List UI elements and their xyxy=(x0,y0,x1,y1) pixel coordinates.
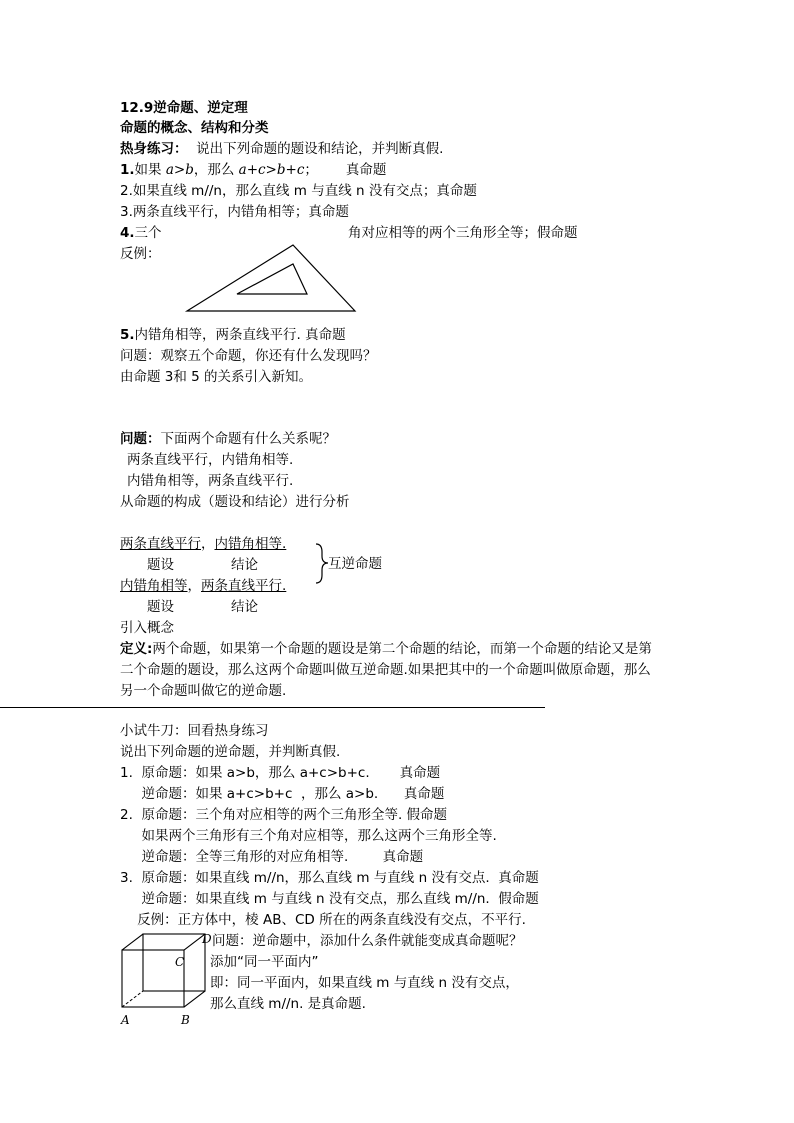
item-text: 内错角相等，两条直线平行. 真命题 xyxy=(134,327,346,343)
separator: ， xyxy=(187,578,201,594)
conclusion-part: 两条直线平行 xyxy=(201,578,282,594)
final-add-condition: 添加“同一平面内” xyxy=(210,954,319,970)
item-text: ； xyxy=(304,162,318,178)
conclusion-part: 内错角相等 xyxy=(214,536,282,552)
item-text: 如果直线 m//n，那么直线 m 与直线 n 没有交点；真命题 xyxy=(132,183,477,199)
period: . xyxy=(282,536,287,552)
math-expression: a>b xyxy=(165,162,194,178)
item-number: 2. xyxy=(120,183,133,199)
condition-part: 两条直线平行 xyxy=(120,536,201,552)
cube-vertex-b: B xyxy=(181,1013,190,1027)
condition-part: 内错角相等 xyxy=(120,578,188,594)
item-text: 如果 xyxy=(134,162,166,178)
question-label: 问题： xyxy=(120,431,161,447)
lesson-title: 12.9逆命题、逆定理 xyxy=(120,100,248,116)
practice-line-2: 逆命题：如果 a+c>b+c ，那么 a>b. 真命题 xyxy=(120,786,445,802)
period: . xyxy=(282,578,287,594)
question-text: 下面两个命题有什么关系呢？ xyxy=(160,431,336,447)
item-text: 三个 xyxy=(134,225,162,241)
practice-line-7: 逆命题：如果直线 m 与直线 n 没有交点，那么直线 m//n. 假命题 xyxy=(120,891,539,907)
section-subtitle: 命题的概念、结构和分类 xyxy=(120,120,269,136)
conclusion-label: 结论 xyxy=(231,599,258,615)
warmup-item-4-continuation: 角对应相等的两个三角形全等；假命题 xyxy=(348,225,578,241)
definition-line-2: 二个命题的题设，那么这两个命题叫做互逆命题.如果把其中的一个命题叫做原命题，那么 xyxy=(120,662,651,678)
item-verdict: 真命题 xyxy=(345,162,387,178)
practice-line-3: 2. 原命题：三个角对应相等的两个三角形全等. 假命题 xyxy=(120,807,448,823)
definition-label: 定义: xyxy=(120,641,153,657)
intro-text: 由命题 3和 5 的关系引入新知。 xyxy=(120,369,313,385)
practice-line-8: 反例：正方体中，棱 AB、CD 所在的两条直线没有交点，不平行. xyxy=(120,912,526,928)
question-observe: 问题：观察五个命题，你还有什么发现吗？ xyxy=(120,348,377,364)
item-text: 两条直线平行，内错角相等；真命题 xyxy=(132,204,349,220)
proposition-a: 两条直线平行，内错角相等. xyxy=(127,452,294,468)
analysis-text: 从命题的构成（题设和结论）进行分析 xyxy=(120,494,350,510)
practice-line-6: 3. 原命题：如果直线 m//n，那么直线 m 与直线 n 没有交点. 真命题 xyxy=(120,870,539,886)
warmup-prompt: 说出下列命题的题设和结论，并判断真假. xyxy=(196,141,444,157)
math-expression: a+c>b+c xyxy=(238,162,305,178)
mutual-converse-label: 互逆命题 xyxy=(328,556,382,572)
separator: ， xyxy=(201,536,215,552)
item-text: ，那么 xyxy=(193,162,239,178)
warmup-label: 热身练习： xyxy=(120,141,188,157)
final-line-2: 那么直线 m//n. 是真命题. xyxy=(210,996,366,1012)
cube-vertex-d: D xyxy=(202,932,212,946)
practice-line-5: 逆命题：全等三角形的对应角相等. 真命题 xyxy=(120,849,424,865)
cube-vertex-a: A xyxy=(121,1013,130,1027)
item-number: 4. xyxy=(120,225,135,241)
condition-label: 题设 xyxy=(147,599,174,615)
practice-prompt: 说出下列命题的逆命题，并判断真假. xyxy=(120,744,341,760)
practice-title: 小试牛刀：回看热身练习 xyxy=(120,723,269,739)
item-number: 1. xyxy=(120,162,135,178)
counterexample-label: 反例： xyxy=(120,246,161,262)
practice-line-4: 如果两个三角形有三个角对应相等，那么这两个三角形全等. xyxy=(120,828,497,844)
item-number: 3. xyxy=(120,204,133,220)
item-number: 5. xyxy=(120,327,135,343)
final-question: 问题：逆命题中，添加什么条件就能变成真命题呢？ xyxy=(212,933,523,949)
concept-intro: 引入概念 xyxy=(120,620,174,636)
definition-text: 两个命题，如果第一个命题的题设是第二个命题的结论，而第一个命题的结论又是第 xyxy=(152,641,652,657)
cube-vertex-c: C xyxy=(175,955,185,969)
definition-line-3: 另一个命题叫做它的逆命题. xyxy=(120,683,287,699)
practice-line-1: 1. 原命题：如果 a>b，那么 a+c>b+c. 真命题 xyxy=(120,765,441,781)
conclusion-label: 结论 xyxy=(231,557,258,573)
final-line-1: 即：同一平面内，如果直线 m 与直线 n 没有交点， xyxy=(210,975,519,991)
condition-label: 题设 xyxy=(147,557,174,573)
proposition-b: 内错角相等，两条直线平行. xyxy=(127,473,294,489)
